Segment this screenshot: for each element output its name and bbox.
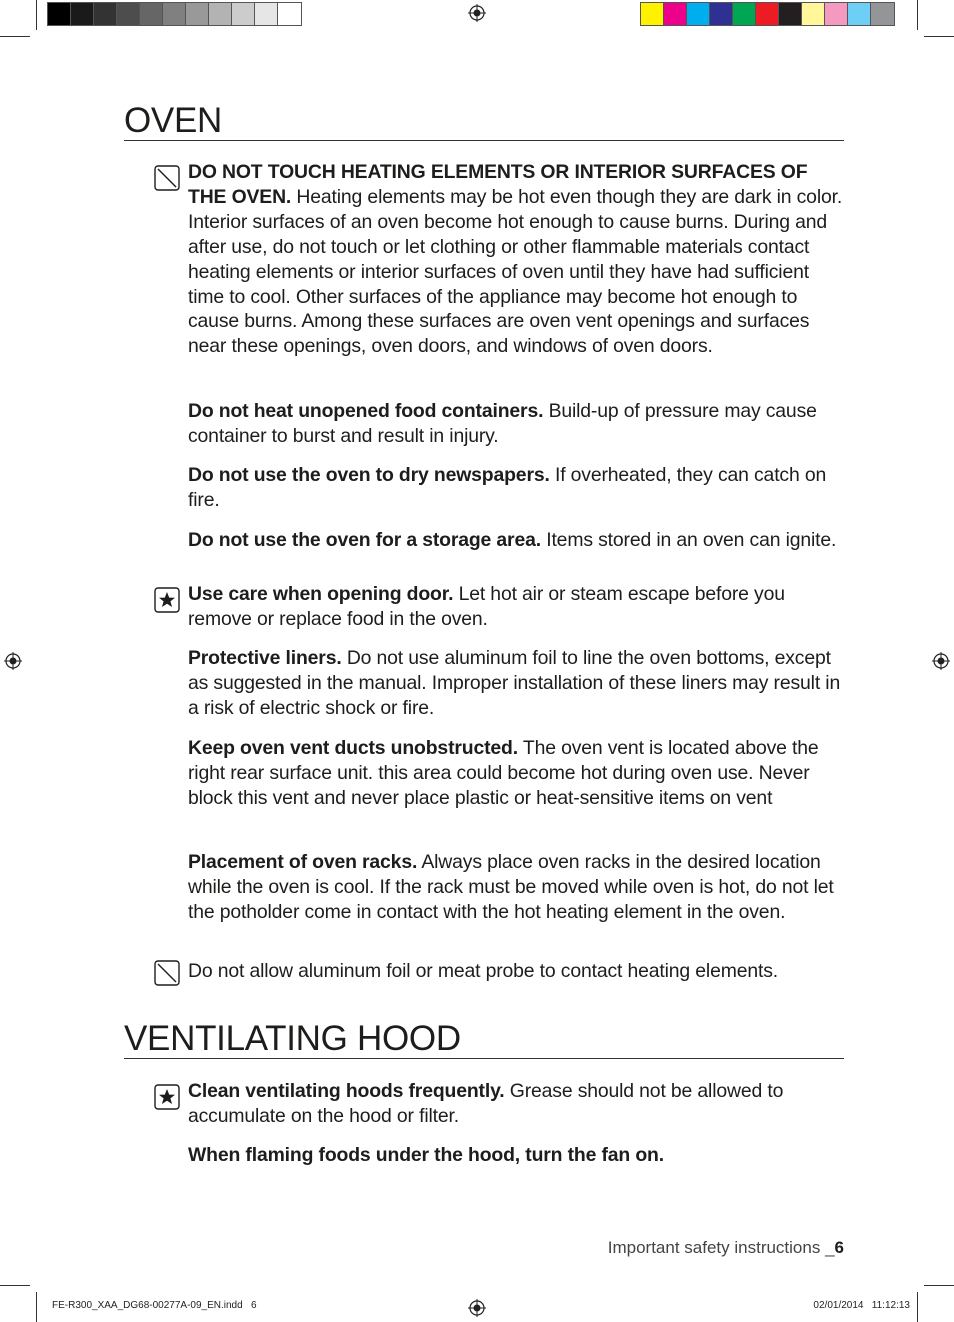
caution-item-vent: Keep oven vent ducts unobstructed. The oven vent is located above the right rear surface unit. this area could become hot during oven use. Never block this vent and never place plastic or heat-sensitive items on vent	[188, 737, 819, 809]
crop-mark	[924, 1285, 954, 1286]
caution-item-flaming-foods: When flaming foods under the hood, turn the fan on.	[188, 1144, 664, 1166]
crop-mark	[917, 1292, 918, 1322]
color-swatch	[163, 3, 186, 25]
color-swatch	[232, 3, 255, 25]
color-swatch	[848, 3, 871, 25]
caution-item-door: Use care when opening door. Let hot air or steam escape before you remove or replace food in the oven.	[188, 583, 785, 630]
color-swatch	[48, 3, 71, 25]
color-swatch	[779, 3, 802, 25]
caution-item-clean-hoods: Clean ventilating hoods frequently. Grease should not be allowed to accumulate on the hood or filter.	[188, 1080, 784, 1127]
color-swatch	[710, 3, 733, 25]
caution-item-liners: Protective liners. Do not use aluminum foil to line the oven bottoms, except as suggested in the manual. Improper installation of these liners may result in a risk of electric shock or fire.	[188, 647, 841, 719]
warning-item-containers: Do not heat unopened food containers. Build-up of pressure may cause container to burst and result in injury.	[188, 400, 817, 447]
caution-star-icon	[154, 587, 180, 613]
color-swatch	[664, 3, 687, 25]
no-touch-icon	[154, 165, 180, 191]
color-swatch	[802, 3, 825, 25]
color-swatch	[209, 3, 232, 25]
warning-item-touch: DO NOT TOUCH HEATING ELEMENTS OR INTERIOR SURFACES OF THE OVEN. Heating elements may be hot even though they are dark in color. Interior surfaces of an oven become hot enough to cause burns. During and after use, do not touch or let clothing or other flammable materials contact heating elements or interior surfaces of oven until they have had sufficient time to cool. Other surfaces of the appliance may become hot enough to cause burns. Among these surfaces are oven vent openings and surfaces near these openings, oven doors, and windows of oven doors.	[188, 161, 843, 358]
color-swatch	[756, 3, 779, 25]
color-swatch	[278, 3, 301, 25]
color-swatch	[641, 3, 664, 25]
registration-mark-icon	[932, 652, 950, 670]
warning-item-foil: Do not allow aluminum foil or meat probe to contact heating elements.	[188, 960, 779, 982]
page-footer: Important safety instructions _6	[607, 1238, 844, 1257]
color-swatch	[140, 3, 163, 25]
color-swatch	[255, 3, 278, 25]
caution-item-racks: Placement of oven racks. Always place oven racks in the desired location while the oven is cool. If the rack must be moved while oven is hot, do not let the potholder come in contact with the hot heating element in the oven.	[188, 851, 834, 923]
color-swatch	[825, 3, 848, 25]
gray-calibration-bar	[47, 2, 302, 26]
color-swatch	[733, 3, 756, 25]
crop-mark	[0, 1285, 30, 1286]
registration-mark-icon	[4, 652, 22, 670]
crop-mark	[0, 36, 30, 37]
crop-mark	[924, 36, 954, 37]
page-number: 6	[834, 1238, 844, 1257]
color-swatch	[117, 3, 140, 25]
color-calibration-bar	[640, 2, 895, 26]
color-swatch	[186, 3, 209, 25]
section-heading-oven: OVEN	[124, 102, 844, 141]
warning-item-newspapers: Do not use the oven to dry newspapers. If overheated, they can catch on fire.	[188, 464, 827, 511]
registration-mark-icon	[468, 4, 486, 22]
crop-mark	[917, 0, 918, 30]
warning-item-storage: Do not use the oven for a storage area. Items stored in an oven can ignite.	[188, 529, 837, 551]
color-swatch	[687, 3, 710, 25]
slug-file-name: FE-R300_XAA_DG68-00277A-09_EN.indd 6	[52, 1300, 257, 1311]
registration-mark-icon	[468, 1299, 486, 1317]
color-swatch	[94, 3, 117, 25]
crop-mark	[36, 0, 37, 30]
slug-date: 02/01/2014 11:12:13	[813, 1300, 910, 1311]
crop-mark	[36, 1292, 37, 1322]
caution-star-icon	[154, 1084, 180, 1110]
section-heading-ventilating-hood: VENTILATING HOOD	[124, 1020, 844, 1059]
no-touch-icon	[154, 960, 180, 986]
color-swatch	[71, 3, 94, 25]
color-swatch	[871, 3, 894, 25]
